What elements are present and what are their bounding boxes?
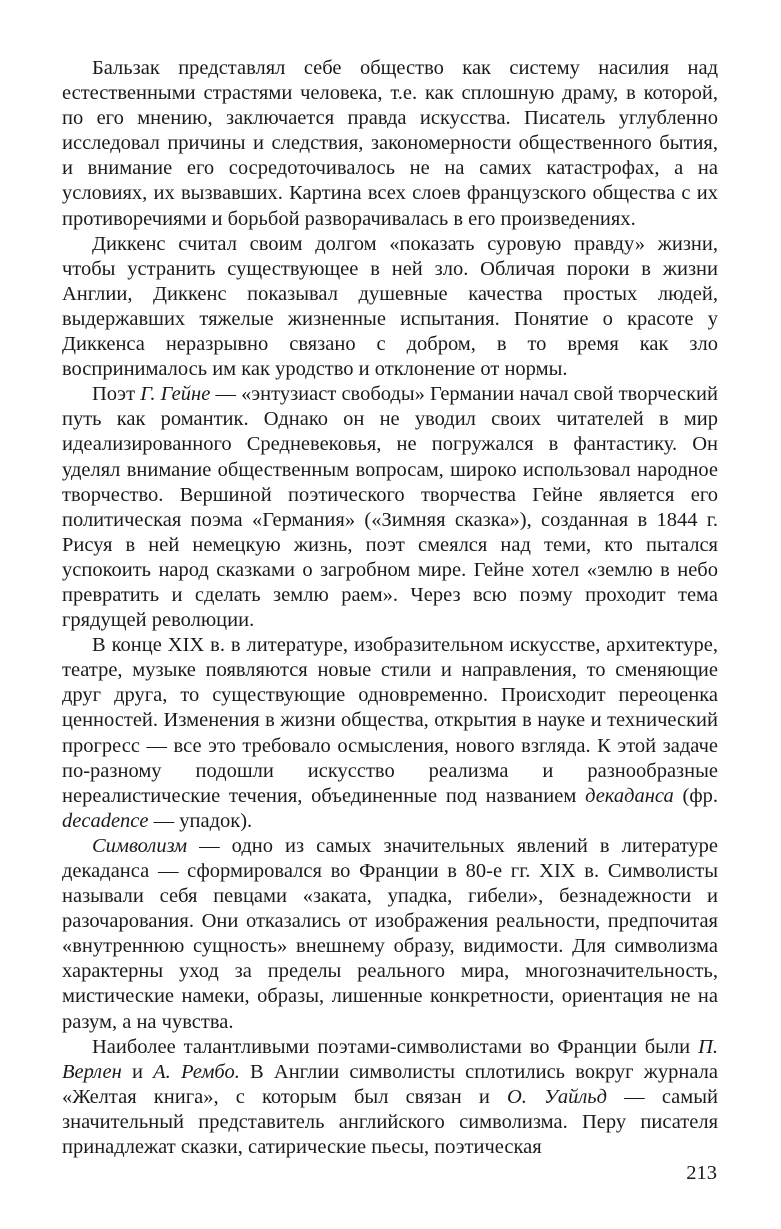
- text-run: — самый значительный представитель английского символизма. Перу писателя принадлежат сказки, сатирические пьесы, поэтическая: [62, 1085, 718, 1159]
- italic-name-rimbaud: А. Рембо.: [153, 1060, 240, 1083]
- text-run: — упадок).: [148, 809, 253, 832]
- italic-term-decadence: декаданса: [585, 784, 674, 807]
- text-run: и: [121, 1060, 154, 1083]
- page-body: [62, 56, 718, 1160]
- text-run: В Англии символисты сплотились вокруг журнала «Желтая книга», с которым был связан и: [62, 1060, 718, 1108]
- italic-name-heine: Г. Гейне: [140, 383, 211, 406]
- text-run: Диккенс считал своим долгом «показать суровую правду» жизни, чтобы устранить существующее в ней зло. Обличая пороки в жизни Англии, Диккенс показывал душевные качества простых людей, выдержавших тяжелые жизненные испытания. Понятие о красоте у Диккенса неразрывно связано с добром, в то время как зло воспринималось им как уродство и отклонение от нормы.: [62, 232, 718, 381]
- text-run: В конце XIX в. в литературе, изобразительном искусстве, архитектуре, театре, музыке появляются новые стили и направления, то сменяющие друг друга, то существующие одновременно. Происходит переоценка ценностей. Изменения в жизни общества, открытия в науке и технический прогресс — все это требовало осмысления, нового взгляда. К этой задаче по-разному подошли искусство реализма и разнообразные нереалистические течения, объединенные под названием: [62, 634, 718, 807]
- text-run: Поэт: [92, 383, 141, 406]
- paragraph-dickens: [62, 232, 718, 383]
- text-run: Бальзак представлял себе общество как систему насилия над естественными страстями человека, т.е. как сплошную драму, в которой, по его мнению, заключается правда искусства. Писатель углубленно исследовал причины и следствия, закономерности общественного бытия, и внимание его сосредоточивалось не на самих катастрофах, а на условиях, их вызвавших. Картина всех слоев французского общества с их противоречиями и борьбой разворачивалась в его произведениях.: [62, 57, 718, 230]
- paragraph-decadence: [62, 633, 718, 834]
- text-run: — «энтузиаст свободы» Германии начал свой творческий путь как романтик. Однако он не уводил своих читателей в мир идеализированного Средневековья, не погружался в фантастику. Он уделял внимание общественным вопросам, широко использовал народное творчество. Вершиной поэтического творчества Гейне является его политическая поэма «Германия» («Зимняя сказка»), созданная в 1844 г. Рисуя в ней немецкую жизнь, поэт смеялся над теми, кто пытался успокоить народ сказками о загробном мире. Гейне хотел «землю в небо превратить и сделать землю раем». Через всю поэму проходит тема грядущей революции.: [62, 383, 718, 632]
- page-number: 213: [686, 1162, 717, 1184]
- italic-name-wilde: О. Уайльд: [506, 1085, 608, 1108]
- paragraph-symbolist-poets: [62, 1035, 718, 1160]
- text-run: (фр.: [673, 784, 718, 807]
- italic-term-symbolism: Символизм: [92, 834, 188, 857]
- paragraph-symbolism: [62, 834, 718, 1035]
- text-run: — одно из самых значительных явлений в литературе декаданса — сформировался во Франции в 80-е гг. XIX в. Символисты называли себя певцами «заката, упадка, гибели», безнадежности и разочарования. Они отказались от изображения реальности, предпочитая «внутреннюю сущность» внешнему образу, видимости. Для символизма характерны уход за пределы реального мира, многозначительность, мистические намеки, образы, лишенные конкретности, ориентация не на разум, а на чувства.: [62, 834, 718, 1033]
- italic-name-verlaine: П. Верлен: [62, 1035, 718, 1083]
- text-run: Наиболее талантливыми поэтами-символистами во Франции были: [92, 1035, 699, 1058]
- italic-term-decadence-fr: decadence: [62, 809, 149, 832]
- paragraph-heine: [62, 382, 718, 633]
- paragraph-balzac: [62, 56, 718, 232]
